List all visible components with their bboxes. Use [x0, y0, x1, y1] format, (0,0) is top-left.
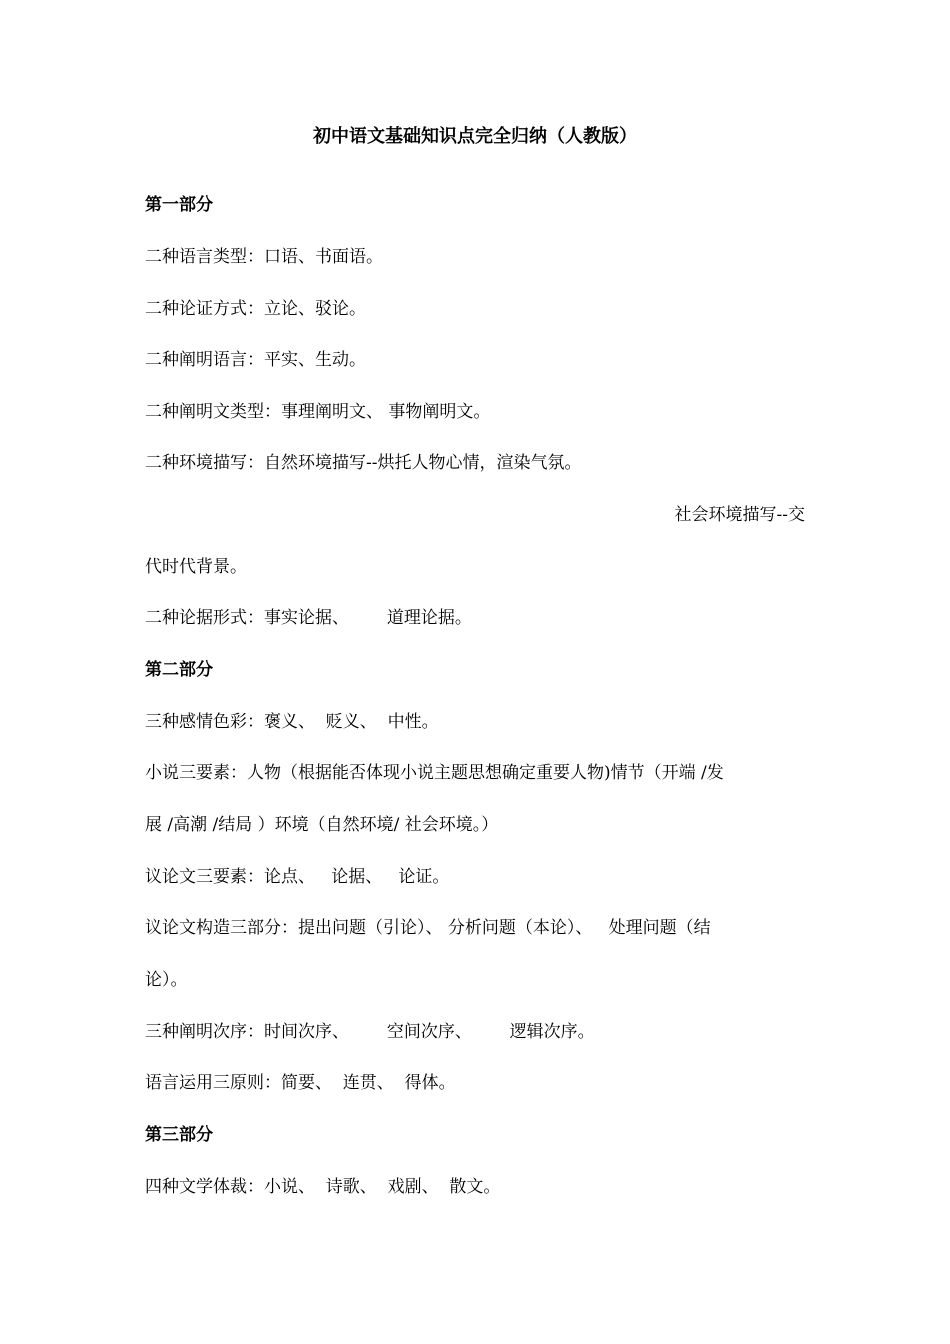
text-line: 三种感情色彩：褒义、 贬义、 中性。 — [145, 712, 439, 732]
text-line: 代时代背景。 — [145, 557, 247, 577]
section-heading-3: 第三部分 — [145, 1125, 213, 1145]
text-line: 二种阐明语言：平实、生动。 — [145, 350, 366, 370]
text-line: 二种论据形式：事实论据、 道理论据。 — [145, 608, 472, 628]
text-line: 四种文学体裁：小说、 诗歌、 戏剧、 散文。 — [145, 1177, 501, 1197]
text-line-right: 社会环境描写--交 — [674, 505, 805, 525]
text-line: 议论文三要素：论点、 论据、 论证。 — [145, 867, 450, 887]
document-title: 初中语文基础知识点完全归纳（人教版） — [313, 126, 637, 147]
section-heading-1: 第一部分 — [145, 195, 213, 215]
section-heading-2: 第二部分 — [145, 660, 213, 680]
text-line: 二种语言类型：口语、书面语。 — [145, 247, 383, 267]
text-line: 展 /高潮 /结局 ）环境（自然环境/ 社会环境。） — [145, 815, 499, 835]
text-line: 二种论证方式：立论、驳论。 — [145, 299, 366, 319]
text-line: 二种环境描写：自然环境描写--烘托人物心情，渲染气氛。 — [145, 453, 582, 473]
text-line: 论）。 — [145, 970, 188, 990]
text-line: 小说三要素：人物（根据能否体现小说主题思想确定重要人物)情节（开端 /发 — [145, 763, 724, 783]
text-line: 二种阐明文类型：事理阐明文、 事物阐明文。 — [145, 402, 491, 422]
text-line: 议论文构造三部分：提出问题（引论）、 分析问题（本论）、 处理问题（结 — [145, 918, 711, 938]
text-line: 三种阐明次序：时间次序、 空间次序、 逻辑次序。 — [145, 1022, 595, 1042]
text-line: 语言运用三原则：简要、 连贯、 得体。 — [145, 1073, 456, 1093]
